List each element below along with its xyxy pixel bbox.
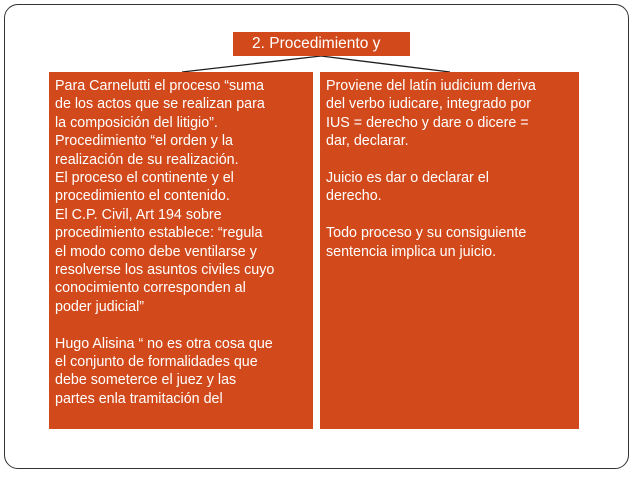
title-box xyxy=(233,32,410,56)
left-line: de los actos que se realizan para xyxy=(55,96,265,113)
left-line: la composición del litigio”. xyxy=(55,114,218,131)
left-line: Para Carnelutti el proceso “suma xyxy=(55,78,264,94)
slide-title: 2. Procedimiento y xyxy=(252,35,381,52)
left-line: conocimiento corresponden al xyxy=(55,280,246,297)
left-line: El C.P. Civil, Art 194 sobre xyxy=(55,206,222,223)
left-line: el modo como debe ventilarse y xyxy=(55,243,257,260)
left-line: El proceso el continente y el xyxy=(55,170,234,187)
left-line: realización de su realización. xyxy=(55,151,239,168)
left-line: partes enla tramitación del xyxy=(55,390,223,407)
left-line: poder judicial” xyxy=(55,298,145,315)
left-spacer xyxy=(55,316,309,334)
right-line: IUS = derecho y dare o dicere = xyxy=(326,114,529,131)
right-line: del verbo iudicare, integrado por xyxy=(326,96,532,113)
left-line: procedimiento el contenido. xyxy=(55,188,230,205)
right-text-box xyxy=(320,72,579,429)
right-line: Todo proceso y su consiguiente xyxy=(326,225,527,242)
left-line: debe someterce el juez y las xyxy=(55,372,237,389)
right-line: sentencia implica un juicio. xyxy=(326,243,497,260)
right-spacer xyxy=(326,206,575,224)
right-line: Juicio es dar o declarar el xyxy=(326,170,489,187)
left-text-box xyxy=(49,72,313,429)
left-line: el conjunto de formalidades que xyxy=(55,354,258,371)
right-line: derecho. xyxy=(326,188,382,205)
left-line: Procedimiento “el orden y la xyxy=(55,133,234,150)
left-line: procedimiento establece: “regula xyxy=(55,225,263,242)
right-spacer xyxy=(326,151,575,169)
left-line: resolverse los asuntos civiles cuyo xyxy=(55,262,275,279)
left-line: Hugo Alisina “ no es otra cosa que xyxy=(55,335,273,352)
right-line: dar, declarar. xyxy=(326,133,409,150)
right-line: Proviene del latín iudicium deriva xyxy=(326,78,536,94)
